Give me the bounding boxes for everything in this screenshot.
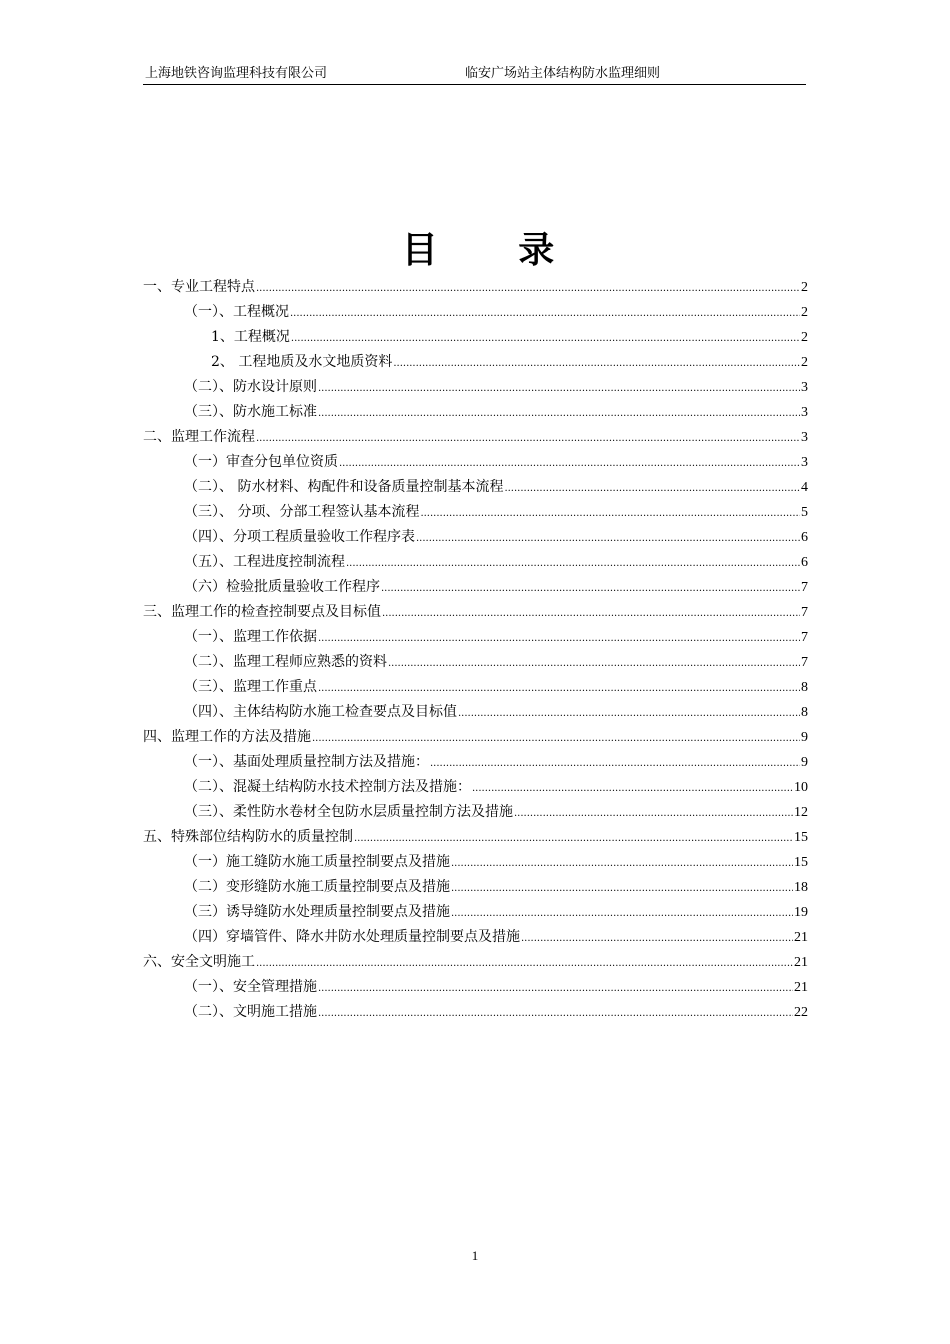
toc-dot-leader (312, 726, 800, 751)
toc-entry-label: （四）、分项工程质量验收工作程序表 (184, 529, 415, 545)
toc-entry[interactable] (143, 700, 808, 725)
toc-entry-label: （四）穿墙管件、降水井防水处理质量控制要点及措施 (184, 929, 520, 945)
toc-dot-leader (256, 426, 800, 451)
toc-entry-page: 3 (801, 405, 808, 420)
header-document-title: 临安广场站主体结构防水监理细则 (465, 66, 661, 81)
toc-title: 目 录 (401, 229, 589, 271)
toc-dot-leader (458, 701, 800, 726)
page-header (143, 66, 806, 85)
toc-entry[interactable] (143, 575, 808, 600)
toc-entry-page: 3 (801, 380, 808, 395)
toc-entry-label: （二）变形缝防水施工质量控制要点及措施 (184, 879, 450, 895)
toc-entry-label: （一）、工程概况 (184, 304, 289, 320)
toc-entry-label: （二）、文明施工措施 (184, 1004, 317, 1020)
toc-dot-leader (388, 651, 800, 676)
toc-entry-label: （一）、基面处理质量控制方法及措施： (184, 754, 429, 770)
toc-entry-page: 2 (801, 305, 808, 320)
toc-entry-page: 6 (801, 530, 808, 545)
toc-entry-page: 15 (794, 855, 808, 870)
toc-entry-page: 8 (801, 680, 808, 695)
toc-entry[interactable] (143, 875, 808, 900)
toc-entry-page: 4 (801, 480, 808, 495)
toc-entry-page: 2 (801, 355, 808, 370)
toc-entry[interactable] (143, 300, 808, 325)
toc-entry-page: 7 (801, 605, 808, 620)
toc-entry-page: 3 (801, 455, 808, 470)
toc-dot-leader (318, 676, 800, 701)
toc-entry-label: 1、工程概况 (211, 329, 290, 345)
toc-entry-label: （三）、 分项、分部工程签认基本流程 (184, 504, 420, 520)
toc-dot-leader (381, 576, 800, 601)
toc-entry[interactable] (143, 375, 808, 400)
toc-entry-page: 7 (801, 655, 808, 670)
toc-entry-label: （一）、监理工作依据 (184, 629, 317, 645)
toc-dot-leader (256, 276, 800, 301)
toc-entry[interactable] (143, 650, 808, 675)
toc-dot-leader (291, 326, 800, 351)
toc-entry[interactable] (143, 950, 808, 975)
toc-entry-label: 一、专业工程特点 (143, 279, 255, 295)
toc-dot-leader (382, 601, 800, 626)
toc-dot-leader (256, 951, 793, 976)
toc-entry-label: 五、特殊部位结构防水的质量控制 (143, 829, 353, 845)
toc-entry[interactable] (143, 325, 808, 350)
toc-dot-leader (472, 776, 793, 801)
toc-entry-label: （三）诱导缝防水处理质量控制要点及措施 (184, 904, 450, 920)
toc-entry-page: 2 (801, 330, 808, 345)
toc-entry-label: 六、安全文明施工 (143, 954, 255, 970)
toc-entry[interactable] (143, 625, 808, 650)
toc-entry[interactable] (143, 975, 808, 1000)
toc-entry[interactable] (143, 1000, 808, 1025)
toc-entry-label: （三）、监理工作重点 (184, 679, 317, 695)
toc-dot-leader (318, 626, 800, 651)
toc-entry-page: 7 (801, 580, 808, 595)
toc-entry-label: （三）、防水施工标准 (184, 404, 317, 420)
toc-entry[interactable] (143, 500, 808, 525)
toc-entry[interactable] (143, 600, 808, 625)
toc-entry-page: 6 (801, 555, 808, 570)
toc-entry-label: （一）审查分包单位资质 (184, 454, 338, 470)
toc-dot-leader (451, 901, 793, 926)
toc-entry[interactable] (143, 350, 808, 375)
toc-entry-label: 四、监理工作的方法及措施 (143, 729, 311, 745)
toc-entry-label: （三）、柔性防水卷材全包防水层质量控制方法及措施 (184, 804, 513, 820)
toc-entry-label: （二）、混凝土结构防水技术控制方法及措施： (184, 779, 471, 795)
toc-entry[interactable] (143, 775, 808, 800)
toc-dot-leader (318, 976, 793, 1001)
toc-entry-page: 19 (794, 905, 808, 920)
header-company: 上海地铁咨询监理科技有限公司 (145, 66, 328, 81)
toc-dot-leader (354, 826, 793, 851)
toc-entry[interactable] (143, 750, 808, 775)
toc-dot-leader (393, 351, 800, 376)
toc-entry-label: （一）施工缝防水施工质量控制要点及措施 (184, 854, 450, 870)
toc-entry-page: 2 (801, 280, 808, 295)
toc-entry[interactable] (143, 475, 808, 500)
toc-entry[interactable] (143, 850, 808, 875)
toc-entry[interactable] (143, 900, 808, 925)
toc-entry[interactable] (143, 450, 808, 475)
toc-entry[interactable] (143, 275, 808, 300)
toc-entry-page: 12 (794, 805, 808, 820)
toc-entry[interactable] (143, 800, 808, 825)
toc-dot-leader (290, 301, 800, 326)
toc-entry-page: 21 (794, 930, 808, 945)
toc-entry[interactable] (143, 425, 808, 450)
toc-entry[interactable] (143, 825, 808, 850)
toc-dot-leader (318, 376, 800, 401)
toc-entry-label: （一）、安全管理措施 (184, 979, 317, 995)
toc-entry[interactable] (143, 675, 808, 700)
toc-entry[interactable] (143, 925, 808, 950)
toc-entry-label: 2、 工程地质及水文地质资料 (211, 354, 393, 370)
toc-entry-label: （五）、工程进度控制流程 (184, 554, 345, 570)
toc-entry-label: （二）、 防水材料、构配件和设备质量控制基本流程 (184, 479, 504, 495)
toc-dot-leader (521, 926, 793, 951)
toc-entry[interactable] (143, 400, 808, 425)
toc-entry-label: 三、监理工作的检查控制要点及目标值 (143, 604, 381, 620)
page-number: 1 (471, 1248, 479, 1263)
toc-dot-leader (346, 551, 800, 576)
toc-entry[interactable] (143, 525, 808, 550)
toc-entry[interactable] (143, 725, 808, 750)
toc-dot-leader (451, 851, 793, 876)
toc-entry-page: 21 (794, 955, 808, 970)
toc-entry-page: 21 (794, 980, 808, 995)
toc-dot-leader (420, 501, 800, 526)
toc-entry-label: （二）、防水设计原则 (184, 379, 317, 395)
toc-dot-leader (451, 876, 793, 901)
toc-dot-leader (514, 801, 793, 826)
toc-entry-page: 22 (794, 1005, 808, 1020)
toc-dot-leader (504, 476, 800, 501)
toc-dot-leader (318, 401, 800, 426)
toc-dot-leader (339, 451, 800, 476)
toc-dot-leader (430, 751, 800, 776)
toc-entry-page: 9 (801, 755, 808, 770)
toc-dot-leader (318, 1001, 793, 1026)
toc-entry-label: （二）、监理工程师应熟悉的资料 (184, 654, 387, 670)
toc-dot-leader (416, 526, 800, 551)
toc-entry-page: 9 (801, 730, 808, 745)
toc-entry-page: 3 (801, 430, 808, 445)
toc-entry-page: 15 (794, 830, 808, 845)
toc-entry-label: 二、监理工作流程 (143, 429, 255, 445)
table-of-contents (143, 275, 808, 1025)
toc-entry-page: 5 (801, 505, 808, 520)
toc-entry-label: （四）、主体结构防水施工检查要点及目标值 (184, 704, 457, 720)
toc-entry[interactable] (143, 550, 808, 575)
toc-entry-page: 10 (794, 780, 808, 795)
toc-entry-page: 18 (794, 880, 808, 895)
toc-entry-page: 8 (801, 705, 808, 720)
toc-entry-label: （六）检验批质量验收工作程序 (184, 579, 380, 595)
toc-entry-page: 7 (801, 630, 808, 645)
